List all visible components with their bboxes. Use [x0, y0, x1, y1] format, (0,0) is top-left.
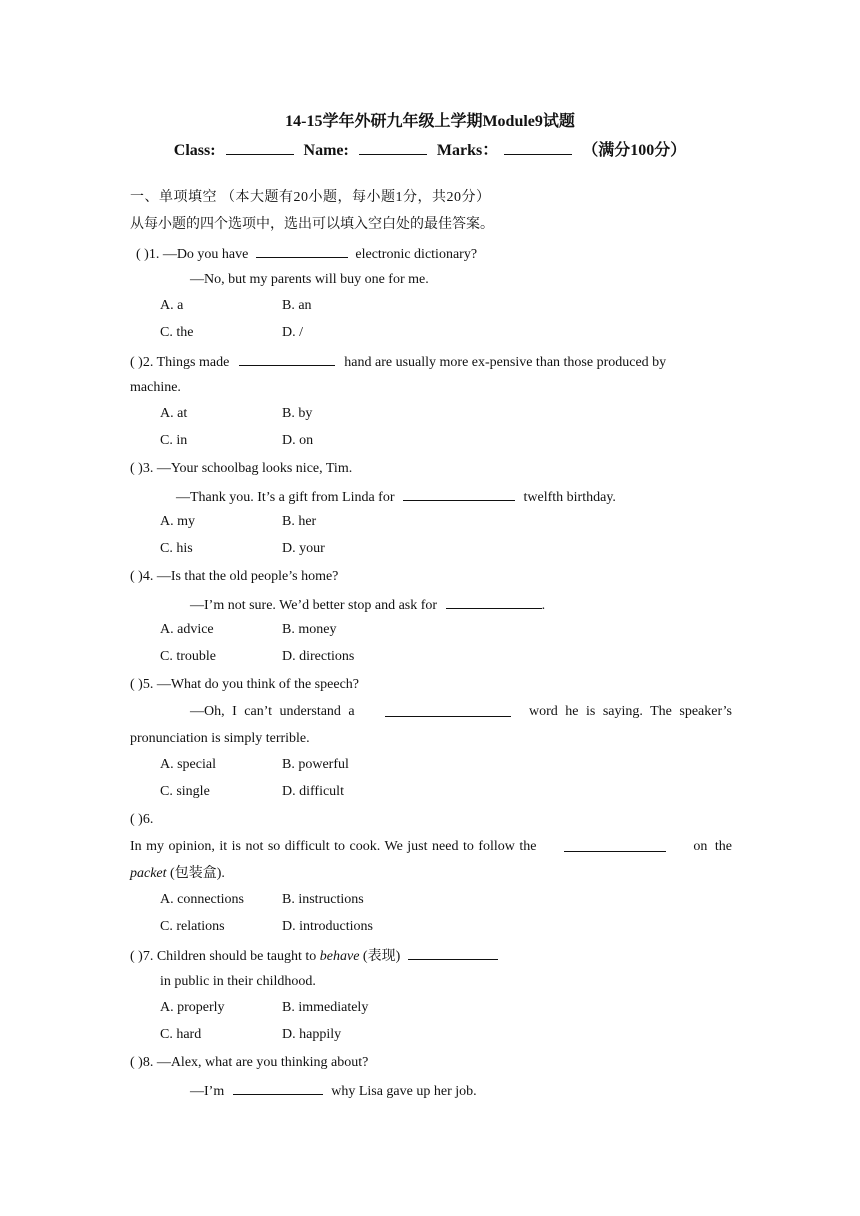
q1-option-c: C. the	[160, 325, 194, 340]
q8-reply	[190, 1081, 792, 1101]
q5-option-c: C. single	[160, 784, 210, 799]
question-4: ( )4. —Is that the old people’s home?	[130, 569, 339, 584]
marks-label: Marks：	[436, 142, 499, 159]
q1-option-d: D. /	[282, 325, 303, 340]
q2-stem: ( )2. Things made	[130, 355, 230, 370]
question-8: ( )8. —Alex, what are you thinking about?	[130, 1055, 369, 1070]
q7-blank[interactable]	[408, 946, 498, 960]
q2-continuation: machine.	[130, 380, 181, 395]
q6-option-a: A. connections	[160, 892, 244, 907]
q1-reply: —No, but my parents will buy one for me.	[190, 272, 429, 287]
q7-stem-rest: (表现)	[359, 949, 401, 964]
q2-option-b: B. by	[282, 406, 313, 421]
q4-reply-after: .	[541, 598, 546, 613]
q8-reply-after: why Lisa gave up her job.	[331, 1084, 477, 1099]
question-1	[136, 244, 738, 264]
q1-blank[interactable]	[256, 244, 348, 258]
exam-header	[0, 137, 860, 160]
q6-blank[interactable]	[564, 838, 666, 852]
q6-stem	[130, 838, 732, 856]
name-label: Name:	[303, 142, 349, 159]
q5-reply	[190, 703, 732, 721]
q3-option-b: B. her	[282, 514, 317, 529]
q4-option-d: D. directions	[282, 649, 355, 664]
exam-title: 14-15学年外研九年级上学期Module9试题	[285, 113, 575, 130]
q5-option-a: A. special	[160, 757, 216, 772]
question-7	[130, 946, 732, 966]
marks-blank[interactable]	[504, 140, 572, 155]
q3-reply	[176, 487, 778, 507]
section-heading: 一、单项填空 （本大题有20小题，每小题1分，共20分）	[130, 190, 491, 205]
q2-blank[interactable]	[239, 352, 335, 366]
q5-option-d: D. difficult	[282, 784, 344, 799]
q4-blank[interactable]	[446, 595, 542, 609]
q2-option-c: C. in	[160, 433, 188, 448]
q5-blank[interactable]	[385, 703, 511, 717]
q2-option-a: A. at	[160, 406, 188, 421]
name-blank[interactable]	[359, 140, 427, 155]
q2-option-d: D. on	[282, 433, 314, 448]
total-score: （满分100分）	[582, 142, 687, 159]
q7-option-a: A. properly	[160, 1000, 225, 1015]
q4-reply	[190, 595, 792, 615]
q4-option-a: A. advice	[160, 622, 214, 637]
q7-option-b: B. immediately	[282, 1000, 369, 1015]
q5-reply-before	[190, 703, 366, 721]
q1-option-b: B. an	[282, 298, 312, 313]
question-5: ( )5. —What do you think of the speech?	[130, 677, 359, 692]
q3-option-a: A. my	[160, 514, 195, 529]
q2-stem-after: hand are usually more ex-pensive than those produced by	[344, 355, 667, 370]
q8-reply-before: —I’m	[190, 1084, 225, 1099]
q1-stem: ( )1. —Do you have	[136, 247, 249, 262]
q7-continuation: in public in their childhood.	[160, 974, 316, 989]
q6-option-b: B. instructions	[282, 892, 364, 907]
q5-reply-before-text: —Oh, I can’t understand a	[190, 704, 355, 719]
q5-continuation: pronunciation is simply terrible.	[130, 731, 310, 746]
q6-continuation	[130, 865, 732, 883]
q7-option-c: C. hard	[160, 1027, 202, 1042]
q3-reply-after: twelfth birthday.	[523, 490, 616, 505]
section-instruction: 从每小题的四个选项中，选出可以填入空白处的最佳答案。	[130, 217, 494, 232]
q5-reply-after: word he is saying. The speaker’s	[529, 704, 732, 719]
class-label: Class:	[173, 142, 216, 159]
q6-option-c: C. relations	[160, 919, 225, 934]
question-3: ( )3. —Your schoolbag looks nice, Tim.	[130, 461, 353, 476]
q8-blank[interactable]	[233, 1081, 323, 1095]
q3-option-c: C. his	[160, 541, 193, 556]
q7-option-d: D. happily	[282, 1027, 342, 1042]
q7-stem: ( )7. Children should be taught to	[130, 949, 317, 964]
q1-option-a: A. a	[160, 298, 184, 313]
question-6: ( )6.	[130, 812, 154, 827]
q6-stem-before: In my opinion, it is not so difficult to cook. We just need to follow the	[130, 839, 537, 854]
q7-behave-word: behave	[319, 949, 360, 964]
q3-reply-before: —Thank you. It’s a gift from Linda for	[176, 490, 395, 505]
q3-option-d: D. your	[282, 541, 325, 556]
question-2	[130, 352, 732, 372]
q6-packet-word: packet	[130, 866, 167, 881]
q3-blank[interactable]	[403, 487, 515, 501]
class-blank[interactable]	[226, 140, 294, 155]
q6-continuation-rest: (包装盒).	[166, 866, 225, 881]
q6-option-d: D. introductions	[282, 919, 373, 934]
q4-reply-before: —I’m not sure. We’d better stop and ask for	[190, 598, 438, 613]
q4-option-c: C. trouble	[160, 649, 216, 664]
q1-stem-after: electronic dictionary?	[355, 247, 478, 262]
q4-option-b: B. money	[282, 622, 337, 637]
q5-option-b: B. powerful	[282, 757, 349, 772]
q6-stem-after: on the	[693, 839, 732, 854]
